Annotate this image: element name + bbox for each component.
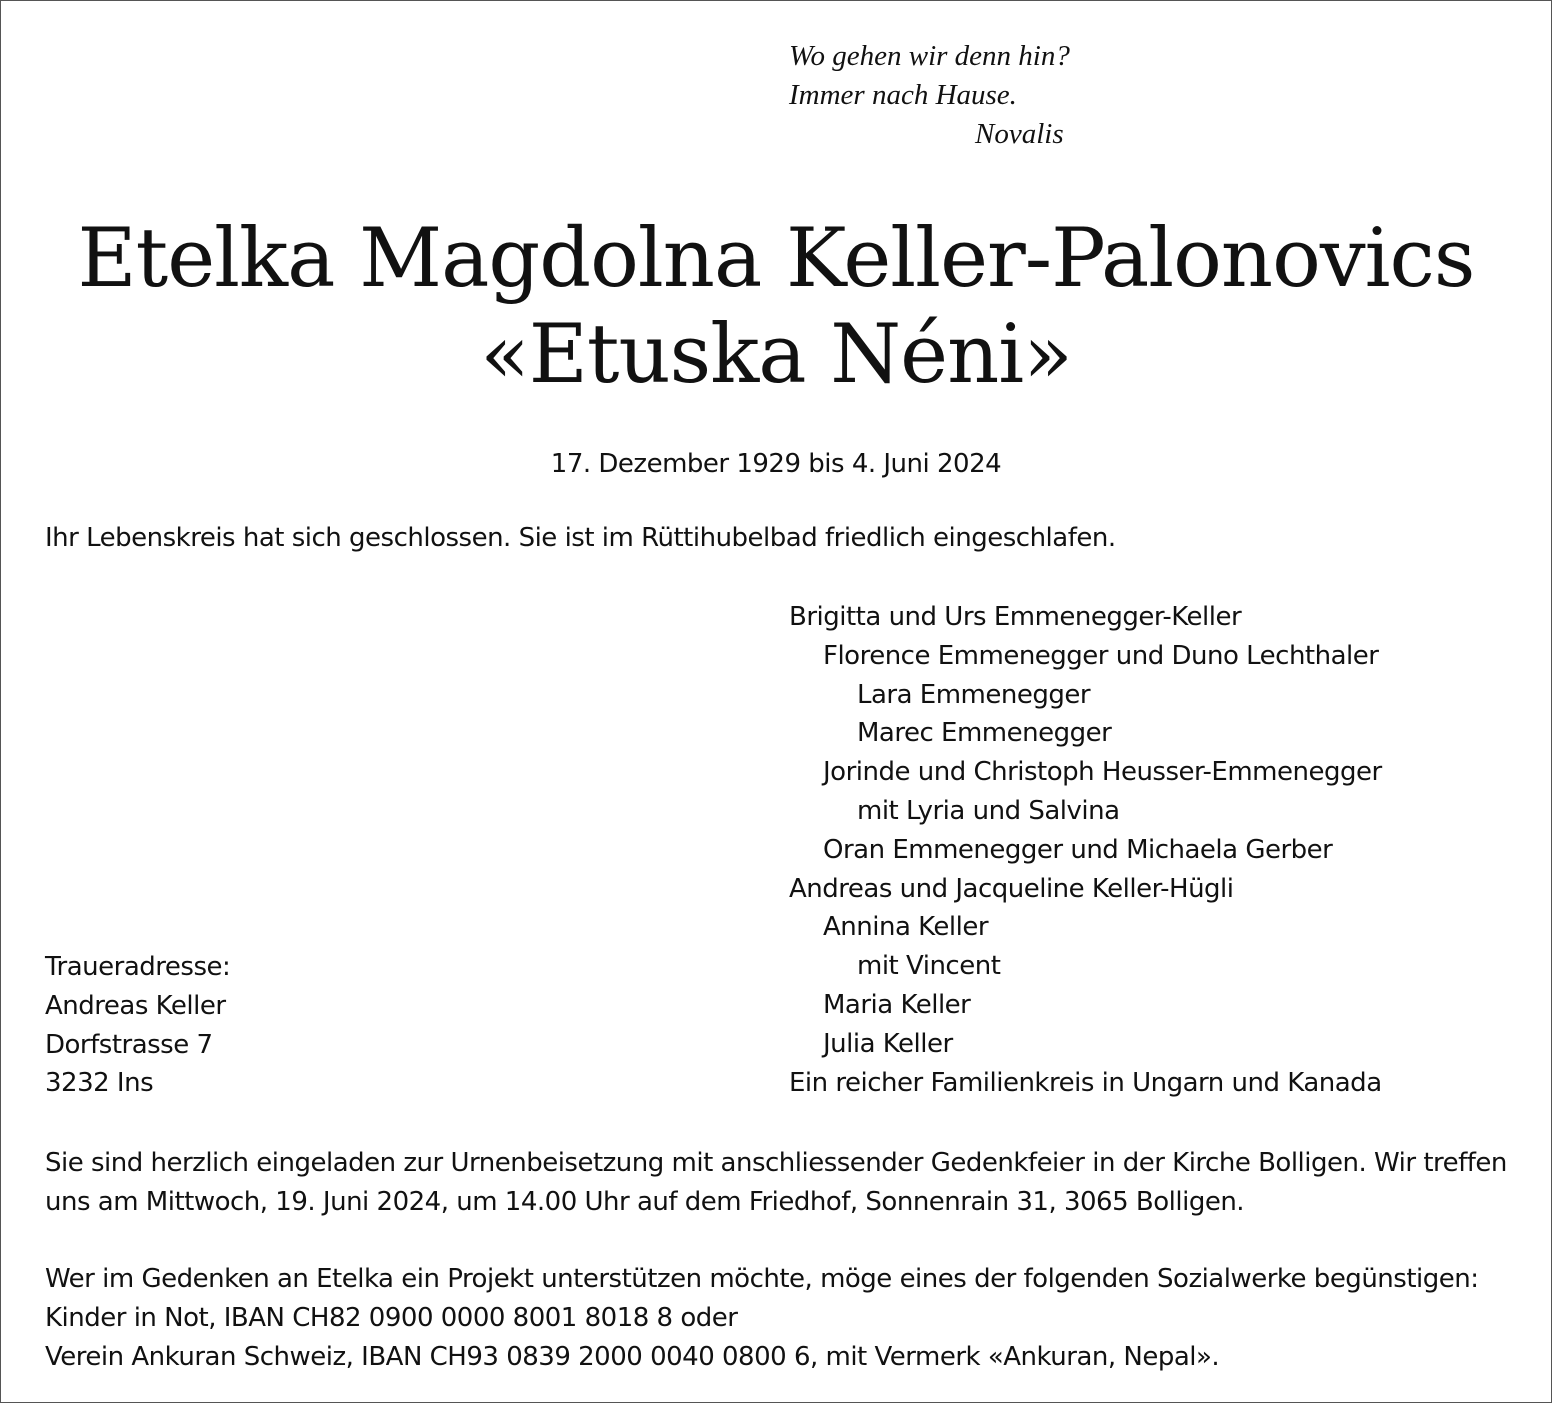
mourner-entry: Florence Emmenegger und Duno Lechthaler xyxy=(823,640,1379,671)
life-dates: 17. Dezember 1929 bis 4. Juni 2024 xyxy=(550,449,1002,479)
donation-info xyxy=(45,1260,1525,1377)
invitation-line: uns am Mittwoch, 19. Juni 2024, um 14.00 Uhr auf dem Friedhof, Sonnenrain 31, 3065 Bolligen. xyxy=(45,1187,1245,1217)
mourner-entry: Lara Emmenegger xyxy=(857,679,1091,710)
deceased-name-block xyxy=(1,211,1551,403)
address-name: Andreas Keller xyxy=(45,990,226,1021)
address-street: Dorfstrasse 7 xyxy=(45,1029,213,1060)
mourners-list xyxy=(789,598,1382,1102)
deceased-full-name: Etelka Magdolna Keller-Palonovics xyxy=(77,212,1475,306)
address-city: 3232 Ins xyxy=(45,1068,154,1099)
intro-text: Ihr Lebenskreis hat sich geschlossen. Sie ist im Rüttihubelbad friedlich eingeschlafen. xyxy=(45,523,1116,553)
deceased-nickname: «Etuska Néni» xyxy=(480,308,1072,402)
donation-line: Kinder in Not, IBAN CH82 0900 0000 8001 8018 8 oder xyxy=(45,1303,738,1333)
mourner-entry: Oran Emmenegger und Michaela Gerber xyxy=(823,834,1333,865)
mourner-entry: mit Lyria und Salvina xyxy=(857,795,1120,826)
mourner-entry: Andreas und Jacqueline Keller-Hügli xyxy=(789,873,1234,904)
mourner-entry: Julia Keller xyxy=(823,1028,953,1059)
donation-line: Verein Ankuran Schweiz, IBAN CH93 0839 2000 0040 0800 6, mit Vermerk «Ankuran, Nepal». xyxy=(45,1342,1220,1372)
mourning-address xyxy=(45,948,230,1103)
quote-line: Wo gehen wir denn hin? xyxy=(789,40,1070,72)
quote-author: Novalis xyxy=(975,118,1064,150)
mourner-entry: Brigitta und Urs Emmenegger-Keller xyxy=(789,602,1242,632)
invitation-line: Sie sind herzlich eingeladen zur Urnenbeisetzung mit anschliessender Gedenkfeier in der Kirche Bolligen. Wir treffen xyxy=(45,1148,1507,1178)
mourner-entry: Jorinde und Christoph Heusser-Emmenegger xyxy=(823,757,1382,788)
address-label: Traueradresse: xyxy=(45,952,231,982)
mourner-entry: Marec Emmenegger xyxy=(857,718,1112,749)
quote-line: Immer nach Hause. xyxy=(789,79,1017,111)
epigraph-quote xyxy=(789,37,1070,154)
mourner-entry: Annina Keller xyxy=(823,912,989,943)
funeral-invitation xyxy=(45,1144,1525,1222)
mourner-entry: Ein reicher Familienkreis in Ungarn und Kanada xyxy=(789,1067,1382,1098)
donation-line: Wer im Gedenken an Etelka ein Projekt unterstützen möchte, möge eines der folgenden Sozialwerke begünstigen: xyxy=(45,1264,1479,1294)
mourner-entry: Maria Keller xyxy=(823,989,971,1020)
mourner-entry: mit Vincent xyxy=(857,951,1001,982)
